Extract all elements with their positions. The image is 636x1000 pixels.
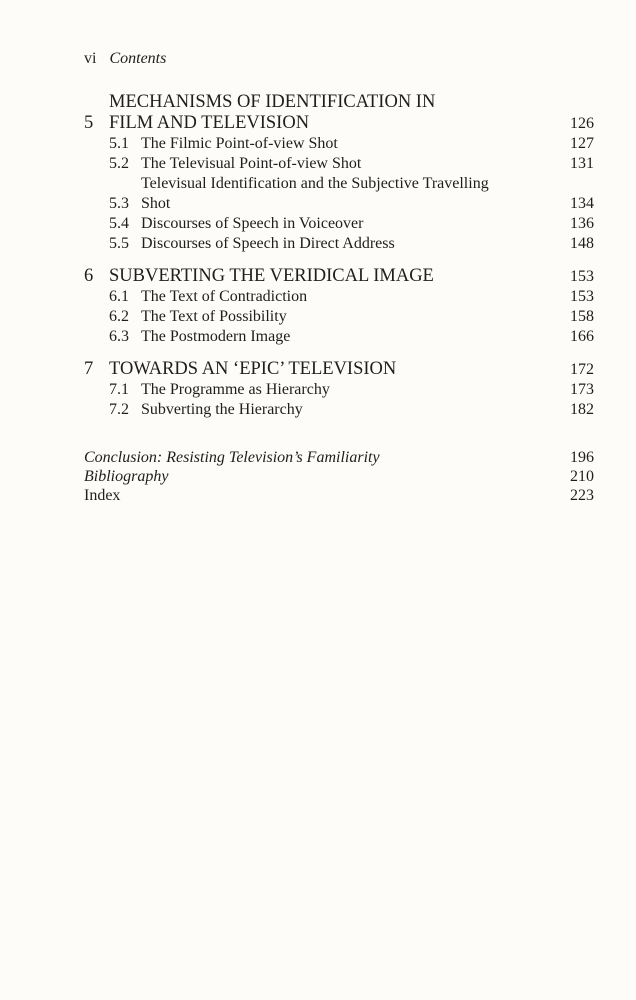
section-page-number: 148 [570,235,594,252]
section-number: 5.3 [109,195,129,212]
back-matter-entry [84,467,594,486]
section-page-number: 131 [570,155,594,172]
section-title-line: The Programme as Hierarchy [141,381,330,398]
chapter-title-line: SUBVERTING THE VERIDICAL IMAGE [109,266,434,286]
back-matter-page-number: 223 [570,487,594,504]
section-entry [84,154,594,174]
back-matter-title: Conclusion: Resisting Television’s Familiarity [84,449,380,466]
section-title-line: The Postmodern Image [141,328,291,345]
section-entry [84,134,594,154]
section-title-line: Shot [141,195,171,212]
table-of-contents [84,92,594,505]
section-number: 7.1 [109,381,129,398]
chapter-title-line: FILM AND TELEVISION [109,113,310,133]
chapter-heading-row [84,92,594,134]
section-entry [84,234,594,254]
section-page-number: 166 [570,328,594,345]
section-title [141,154,544,174]
back-matter-page-number: 210 [570,468,594,485]
section-title-line: The Filmic Point-of-view Shot [141,135,338,152]
section-page-number: 182 [570,401,594,418]
section-title [141,174,544,214]
section-number: 5.2 [109,155,129,172]
section-entry [84,214,594,234]
chapter-heading-row [84,359,594,380]
section-title [141,134,544,154]
section-title [141,214,544,234]
back-matter-title: Index [84,487,121,504]
chapter-page-number: 153 [570,268,594,285]
section-title-line: Televisual Identification and the Subjective Travelling [141,175,489,192]
back-matter-entry [84,448,594,467]
section-entry [84,327,594,347]
section-title-line: The Text of Contradiction [141,288,308,305]
section-title [141,307,544,327]
chapter-title [109,359,544,380]
section-title-line: The Text of Possibility [141,308,287,325]
chapter-number: 5 [84,113,94,133]
chapter-title [109,92,544,134]
section-page-number: 127 [570,135,594,152]
section-number: 5.5 [109,235,129,252]
chapter-page-number: 172 [570,361,594,378]
section-title-line: Discourses of Speech in Voiceover [141,215,364,232]
section-number: 6.2 [109,308,129,325]
section-title-line: The Televisual Point-of-view Shot [141,155,362,172]
toc-chapter [84,92,594,254]
section-entry [84,380,594,400]
toc-chapter [84,359,594,420]
section-entry [84,287,594,307]
section-number: 5.4 [109,215,129,232]
back-matter-entry [84,486,594,505]
section-entry [84,307,594,327]
section-number: 7.2 [109,401,129,418]
back-matter-title: Bibliography [84,468,169,485]
section-page-number: 136 [570,215,594,232]
section-title [141,380,544,400]
section-title [141,287,544,307]
page-folio: vi [84,50,97,67]
chapter-number: 7 [84,359,94,379]
section-title-line: Subverting the Hierarchy [141,401,303,418]
section-title-line: Discourses of Speech in Direct Address [141,235,395,252]
back-matter-page-number: 196 [570,449,594,466]
running-head-title: Contents [109,50,167,67]
section-number: 6.1 [109,288,129,305]
chapter-title-line: TOWARDS AN ‘EPIC’ TELEVISION [109,359,397,379]
section-entry [84,400,594,420]
section-page-number: 158 [570,308,594,325]
section-number: 6.3 [109,328,129,345]
chapter-heading-row [84,266,594,287]
section-page-number: 153 [570,288,594,305]
chapter-title-line: MECHANISMS OF IDENTIFICATION IN [109,92,436,112]
running-head [84,50,166,68]
section-page-number: 173 [570,381,594,398]
toc-chapter [84,266,594,347]
section-entry [84,174,594,214]
section-title [141,400,544,420]
chapter-page-number: 126 [570,115,594,132]
chapter-title [109,266,544,287]
chapter-number: 6 [84,266,94,286]
back-matter-list [84,448,594,505]
section-title [141,327,544,347]
section-page-number: 134 [570,195,594,212]
section-number: 5.1 [109,135,129,152]
section-title [141,234,544,254]
